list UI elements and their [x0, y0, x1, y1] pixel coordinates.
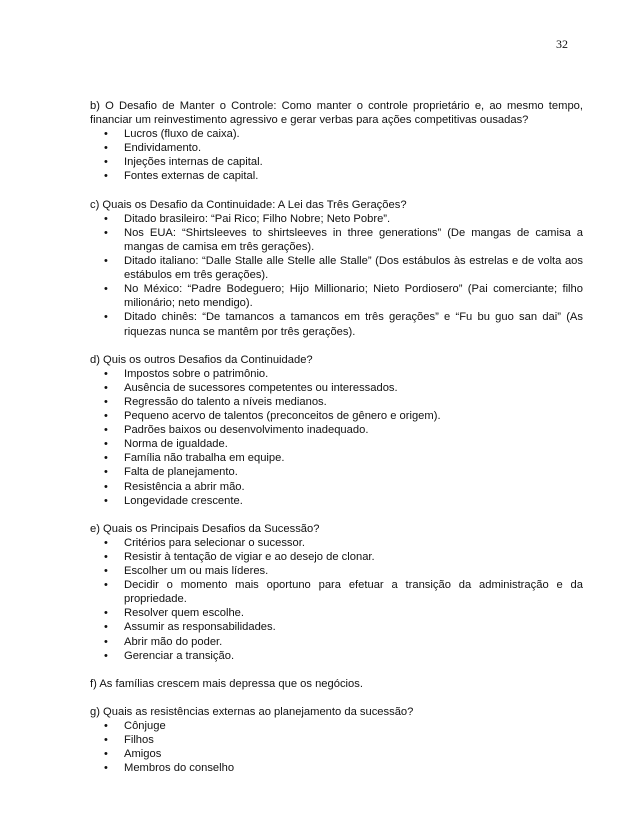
bullet-icon: •	[104, 424, 108, 437]
list-item: • Escolher um ou mais líderes.	[104, 565, 269, 578]
list-item: • Longevidade crescente.	[104, 494, 243, 507]
bullet-icon: •	[104, 212, 108, 225]
section-g	[90, 705, 583, 775]
list-item: • Decidir o momento mais oportuno para efetuar a transição da administração e da propriedade.	[104, 579, 583, 606]
list-item: • Injeções internas de capital.	[104, 156, 263, 169]
list-item: • Gerenciar a transição.	[104, 649, 235, 662]
bullet-icon: •	[104, 720, 108, 733]
bullet-icon: •	[104, 170, 108, 183]
bullet-icon: •	[104, 607, 108, 620]
section-b-heading: b) O Desafio de Manter o Controle: Como manter o controle proprietário e, ao mesmo tempo, financiar um reinvestimento agressivo e gerar verbas para ações competitivas ousadas?	[90, 100, 583, 127]
bullet-icon: •	[104, 438, 108, 451]
list-item: • Amigos	[104, 748, 162, 761]
bullet-icon: •	[104, 551, 108, 563]
section-g-heading: g) Quais as resistências externas ao planejamento da sucessão?	[90, 706, 414, 719]
list-item: • Ditado italiano: “Dalle Stalle alle Stelle alle Stalle” (Dos estábulos às estrelas e de volta aos estábulos em três gerações).	[104, 255, 583, 282]
bullet-icon: •	[104, 565, 108, 578]
section-g-list	[90, 719, 583, 775]
bullet-icon: •	[104, 367, 108, 380]
list-item: • Pequeno acervo de talentos (preconceitos de gênero e origem).	[104, 410, 441, 423]
section-e-heading: e) Quais os Principais Desafios da Sucessão?	[90, 522, 320, 535]
bullet-icon: •	[104, 452, 108, 465]
section-e-list	[90, 536, 583, 663]
bullet-icon: •	[104, 311, 108, 324]
bullet-icon: •	[104, 734, 108, 747]
list-item: • No México: “Padre Bodeguero; Hijo Millionario; Nieto Pordiosero” (Pai comerciante; filho milionário; neto mendigo).	[104, 283, 583, 310]
section-c	[90, 198, 583, 339]
bullet-icon: •	[104, 748, 108, 761]
list-item: • Resistência a abrir mão.	[104, 480, 245, 493]
list-item: • Regressão do talento a níveis medianos.	[104, 395, 327, 408]
bullet-icon: •	[104, 649, 108, 662]
section-c-heading: c) Quais os Desafio da Continuidade: A Lei das Três Gerações?	[90, 198, 407, 211]
document-body	[90, 99, 583, 790]
bullet-icon: •	[104, 762, 108, 775]
list-item: • Resistir à tentação de vigiar e ao desejo de clonar.	[104, 551, 375, 563]
section-e	[90, 522, 583, 663]
bullet-icon: •	[104, 635, 108, 648]
list-item: • Filhos	[104, 734, 154, 747]
list-item: • Membros do conselho	[104, 762, 235, 775]
bullet-icon: •	[104, 536, 108, 549]
bullet-icon: •	[104, 283, 108, 296]
list-item: • Fontes externas de capital.	[104, 170, 259, 183]
bullet-icon: •	[104, 156, 108, 169]
bullet-icon: •	[104, 494, 108, 507]
bullet-icon: •	[104, 226, 108, 239]
list-item: • Resolver quem escolhe.	[104, 607, 245, 620]
list-item: • Norma de igualdade.	[104, 438, 228, 451]
list-item: • Cônjuge	[104, 720, 166, 733]
bullet-icon: •	[104, 480, 108, 493]
list-item: • Impostos sobre o patrimônio.	[104, 367, 269, 380]
bullet-icon: •	[104, 255, 108, 268]
bullet-icon: •	[104, 466, 108, 479]
list-item: • Lucros (fluxo de caixa).	[104, 128, 240, 141]
page-number: 32	[556, 37, 568, 51]
section-c-list	[90, 212, 583, 339]
list-item: • Critérios para selecionar o sucessor.	[104, 536, 305, 549]
bullet-icon: •	[104, 128, 108, 141]
list-item: • Falta de planejamento.	[104, 466, 238, 479]
section-b	[90, 99, 583, 184]
list-item: • Ausência de sucessores competentes ou interessados.	[104, 381, 398, 394]
section-d-heading: d) Quis os outros Desafios da Continuidade?	[90, 353, 313, 366]
list-item: • Endividamento.	[104, 142, 202, 155]
list-item: • Abrir mão do poder.	[104, 635, 223, 648]
list-item: • Ditado chinês: “De tamancos a tamancos em três gerações” e “Fu bu guo san dai” (As riquezas nunca se mantêm por três gerações).	[104, 311, 583, 338]
section-d-list	[90, 367, 583, 508]
bullet-icon: •	[104, 381, 108, 394]
list-item: • Nos EUA: “Shirtsleeves to shirtsleeves in three generations” (De mangas de camisa a mangas de camisa em três gerações).	[104, 226, 583, 253]
bullet-icon: •	[104, 579, 108, 592]
list-item: • Ditado brasileiro: “Pai Rico; Filho Nobre; Neto Pobre”.	[104, 212, 391, 225]
bullet-icon: •	[104, 395, 108, 408]
bullet-icon: •	[104, 621, 108, 634]
list-item: • Assumir as responsabilidades.	[104, 621, 276, 634]
section-d	[90, 353, 583, 508]
bullet-icon: •	[104, 142, 108, 155]
section-b-list	[90, 127, 583, 183]
bullet-icon: •	[104, 410, 108, 423]
list-item: • Família não trabalha em equipe.	[104, 452, 285, 465]
section-f-heading: f) As famílias crescem mais depressa que os negócios.	[90, 677, 363, 690]
list-item: • Padrões baixos ou desenvolvimento inadequado.	[104, 424, 369, 437]
